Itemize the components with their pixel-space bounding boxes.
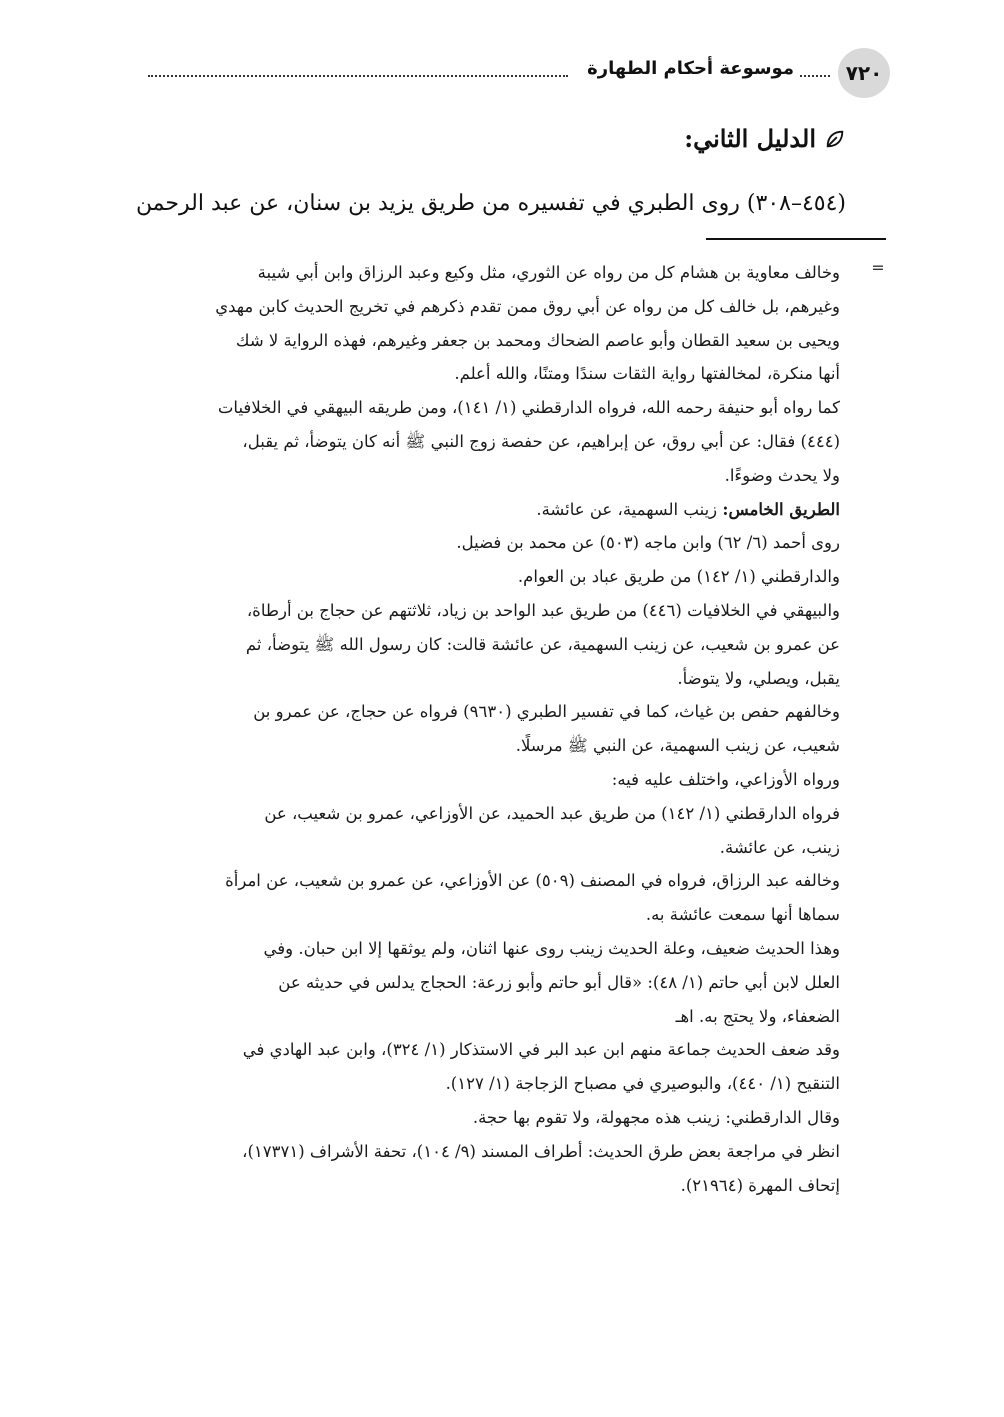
footnote-line: والبيهقي في الخلافيات (٤٤٦) من طريق عبد الواحد بن زياد، ثلاثتهم عن حجاج بن أرطاة، <box>246 600 840 620</box>
footnote-line: وهذا الحديث ضعيف، وعلة الحديث زينب روى عنها اثنان، ولم يوثقها إلا ابن حبان. وفي <box>263 938 840 958</box>
running-header <box>140 48 890 98</box>
footnote-line: التنقيح (١/ ٤٤٠)، والبوصيري في مصباح الزجاجة (١/ ١٢٧). <box>445 1074 840 1094</box>
footnote-body <box>146 256 840 1202</box>
book-title: موسوعة أحكام الطهارة <box>587 58 794 79</box>
footnote-line: شعيب، عن زينب السهمية، عن النبي ﷺ مرسلًا. <box>515 736 840 756</box>
footnote-line: سماها أنها سمعت عائشة به. <box>645 905 840 925</box>
footnote-line: يقبل، ويصلي، ولا يتوضأ. <box>677 668 840 688</box>
footnote-separator <box>706 238 886 240</box>
footnote-line: وغيرهم، بل خالف كل من رواه عن أبي روق ممن تقدم ذكرهم في تخريج الحديث كابن مهدي <box>215 296 840 316</box>
header-dotted-leader-left <box>148 75 568 77</box>
footnote-line: وقد ضعف الحديث جماعة منهم ابن عبد البر في الاستذكار (١/ ٣٢٤)، وابن عبد الهادي في <box>242 1040 840 1060</box>
footnote-line: كما رواه أبو حنيفة رحمه الله، فرواه الدارقطني (١/ ١٤١)، ومن طريقه البيهقي في الخلافيات <box>217 398 840 418</box>
footnote-line <box>146 493 840 527</box>
section-heading-text: الدليل الثاني: <box>684 124 816 153</box>
footnote-line: وخالف معاوية بن هشام كل من رواه عن الثوري، مثل وكيع وعبد الرزاق وابن أبي شيبة <box>257 263 840 282</box>
page-number-badge: ٧٢٠ <box>838 48 890 98</box>
footnote-line: وخالفه عبد الرزاق، فرواه في المصنف (٥٠٩) عن الأوزاعي، عن عمرو بن شعيب، عن امرأة <box>225 871 840 891</box>
footnote-line: الضعفاء، ولا يحتج به. اهـ <box>675 1006 840 1026</box>
hadith-intro-line: (٤٥٤–٣٠٨) روى الطبري في تفسيره من طريق يزيد بن سنان، عن عبد الرحمن <box>135 191 846 216</box>
section-heading <box>146 124 846 153</box>
footnote-line: إتحاف المهرة (٢١٩٦٤). <box>680 1175 840 1195</box>
leaf-ornament-icon <box>824 128 846 150</box>
footnote-line: وقال الدارقطني: زينب هذه مجهولة، ولا تقوم بها حجة. <box>472 1107 840 1127</box>
footnote-line: وخالفهم حفص بن غياث، كما في تفسير الطبري (٩٦٣٠) فرواه عن حجاج، عن عمرو بن <box>253 702 840 722</box>
header-dotted-leader-right <box>800 75 830 77</box>
footnote-line: ولا يحدث وضوءًا. <box>724 465 840 485</box>
footnote-continuation-marker: = <box>871 258 885 277</box>
footnote-line: (٤٤٤) فقال: عن أبي روق، عن إبراهيم، عن حفصة زوج النبي ﷺ أنه كان يتوضأ، ثم يقبل، <box>242 431 840 451</box>
footnote-line: ويحيى بن سعيد القطان وأبو عاصم الضحاك ومحمد بن جعفر وغيرهم، فهذه الرواية لا شك <box>235 330 840 350</box>
footnote-line: فرواه الدارقطني (١/ ١٤٢) من طريق عبد الحميد، عن الأوزاعي، عمرو بن شعيب، عن <box>264 803 840 823</box>
footnote-line: زينب، عن عائشة. <box>719 837 840 857</box>
footnote-line: أنها منكرة، لمخالفتها رواية الثقات سندًا ومتنًا، والله أعلم. <box>454 364 840 384</box>
footnote-line: روى أحمد (٦/ ٦٢) وابن ماجه (٥٠٣) عن محمد بن فضيل. <box>456 533 840 553</box>
footnote-line: عن عمرو بن شعيب، عن زينب السهمية، عن عائشة قالت: كان رسول الله ﷺ يتوضأ، ثم <box>245 634 840 654</box>
footnote-line: والدارقطني (١/ ١٤٢) من طريق عباد بن العوام. <box>517 567 840 587</box>
footnote-line: العلل لابن أبي حاتم (١/ ٤٨): «قال أبو حاتم وأبو زرعة: الحجاج يدلس في حديثه عن <box>278 972 840 992</box>
path-five-label: الطريق الخامس: <box>722 499 840 519</box>
footnote-line: انظر في مراجعة بعض طرق الحديث: أطراف المسند (٩/ ١٠٤)، تحفة الأشراف (١٧٣٧١)، <box>242 1141 840 1161</box>
path-five-text: زينب السهمية، عن عائشة. <box>536 499 718 519</box>
footnote-line: ورواه الأوزاعي، واختلف عليه فيه: <box>611 769 840 789</box>
